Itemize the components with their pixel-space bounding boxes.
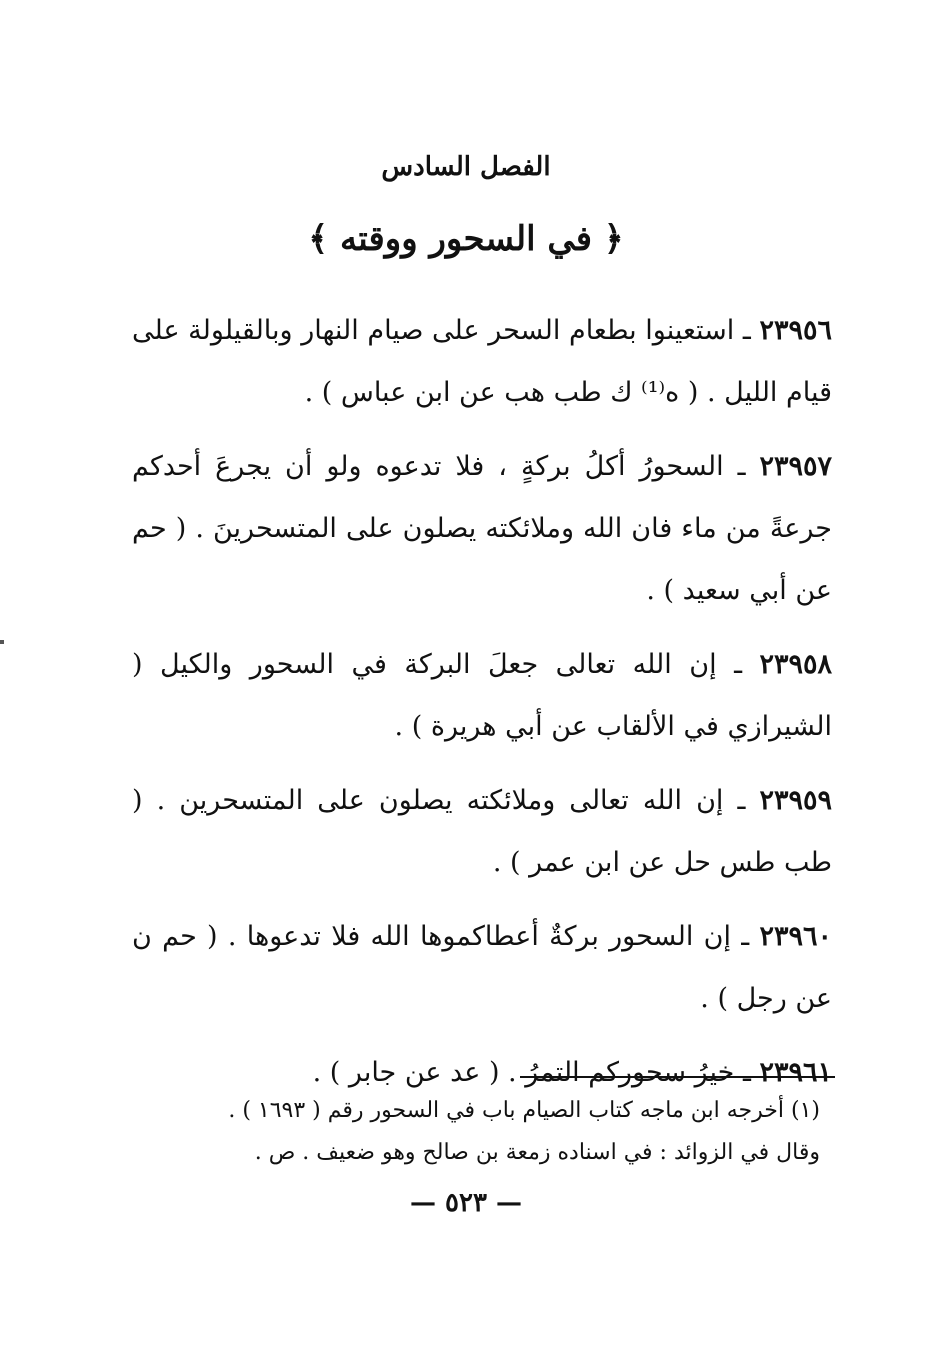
hadith-text: إن الله تعالى وملائكته يصلون على المتسحرين . ( طب طس حل عن ابن عمر ) . bbox=[132, 785, 832, 878]
entry-dash: ـ bbox=[742, 315, 751, 346]
hadith-number: ٢٣٩٦١ bbox=[759, 1057, 832, 1088]
hadith-text: السحورُ أكلُ بركةٍ ، فلا تدعوه ولو أن يجرعَ أحدكم جرعةً من ماء فان الله وملائكته يصلون على المتسحرينَ . ( حم عن أبي سعيد ) . bbox=[132, 451, 832, 606]
footnote-divider bbox=[520, 1076, 835, 1078]
hadith-entry bbox=[132, 906, 832, 1030]
hadith-entry bbox=[132, 634, 832, 758]
hadith-list bbox=[132, 300, 832, 1104]
hadith-number: ٢٣٩٥٧ bbox=[759, 451, 832, 482]
footnote-line: وقال في الزوائد : في اسناده زمعة بن صالح وهو ضعيف . ص . bbox=[254, 1140, 820, 1165]
hadith-text: إن السحور بركةٌ أعطاكموها الله فلا تدعوها . ( حم ن عن رجل ) . bbox=[132, 921, 832, 1014]
entry-dash: ـ bbox=[742, 1057, 751, 1088]
hadith-entry bbox=[132, 436, 832, 622]
footnotes bbox=[150, 1090, 820, 1174]
entry-dash: ـ bbox=[741, 921, 750, 952]
hadith-entry bbox=[132, 300, 832, 424]
page-number: — ٥٢٣ — bbox=[409, 1188, 523, 1218]
entry-dash: ـ bbox=[734, 649, 742, 680]
entry-dash: ـ bbox=[737, 785, 746, 816]
hadith-number: ٢٣٩٥٦ bbox=[759, 315, 832, 346]
hadith-text: إن الله تعالى جعلَ البركة في السحور والكيل ( الشيرازي في الألقاب عن أبي هريرة ) . bbox=[132, 649, 832, 742]
entry-dash: ـ bbox=[737, 451, 746, 482]
chapter-title: الفصل السادس bbox=[381, 152, 551, 182]
scan-margin-mark bbox=[0, 640, 4, 644]
hadith-number: ٢٣٩٥٩ bbox=[759, 785, 832, 816]
hadith-entry bbox=[132, 770, 832, 894]
hadith-text: استعينوا بطعام السحر على صيام النهار وبالقيلولة على قيام الليل . ( ه⁽¹⁾ ك طب هب عن ابن عباس ) . bbox=[132, 315, 832, 408]
hadith-number: ٢٣٩٥٨ bbox=[759, 649, 833, 680]
footnote-line: (١) أخرجه ابن ماجه كتاب الصيام باب في السحور رقم ( ١٦٩٣ ) . bbox=[228, 1098, 820, 1123]
hadith-text: خيرُ سحوركم التمرُ . ( عد عن جابر ) . bbox=[312, 1057, 735, 1088]
hadith-number: ٢٣٩٦٠ bbox=[759, 921, 832, 952]
section-title: ﴿ في السحور ووقته ﴾ bbox=[308, 219, 624, 259]
